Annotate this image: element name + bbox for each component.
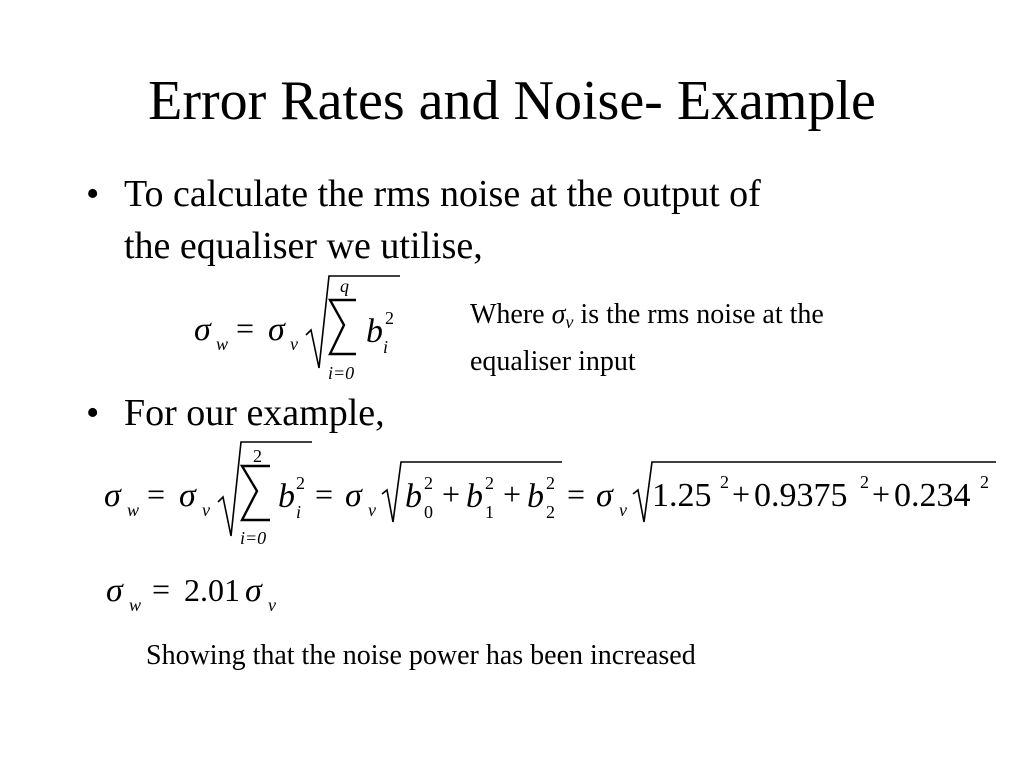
plus-sign: + <box>732 476 751 512</box>
superscript-2: 2 <box>485 473 494 493</box>
plus-sign: + <box>872 476 891 512</box>
subscript-v: v <box>202 500 210 520</box>
sigma-symbol: σ <box>551 299 566 330</box>
equals-sign: = <box>315 476 334 512</box>
constant-0.234: 0.234 <box>894 477 971 514</box>
conclusion-text: Showing that the noise power has been increased <box>146 640 696 671</box>
where-line2: equaliser input <box>470 346 636 377</box>
superscript-2: 2 <box>860 472 869 492</box>
summation-icon <box>242 466 270 520</box>
bullet-text: For our example, <box>124 392 385 434</box>
formula-worked-example <box>100 440 1000 552</box>
subscript-v: v <box>290 334 298 354</box>
sigma-symbol: σ <box>194 311 211 348</box>
where-note <box>470 295 940 382</box>
bullet-text-line1: To calculate the rms noise at the output of <box>124 173 761 215</box>
coefficient-b: b <box>527 478 544 515</box>
subscript-1: 1 <box>485 502 494 522</box>
superscript-2: 2 <box>980 472 989 492</box>
equals-sign: = <box>147 476 166 512</box>
equals-sign: = <box>152 571 171 607</box>
subscript-v: v <box>368 500 376 520</box>
sum-upper-limit: 2 <box>253 446 262 466</box>
subscript-i: i <box>383 337 389 357</box>
subscript-w: w <box>127 500 140 520</box>
summation-icon <box>330 300 356 354</box>
subscript-w: w <box>129 595 142 615</box>
subscript-v: v <box>565 312 574 332</box>
bullet-dot: • <box>86 173 100 215</box>
sigma-symbol: σ <box>596 477 613 514</box>
subscript-0: 0 <box>424 502 433 522</box>
where-text: is the rms noise at the <box>573 299 824 330</box>
bullet-example <box>86 387 686 439</box>
sigma-symbol: σ <box>106 572 123 609</box>
superscript-2: 2 <box>385 308 394 328</box>
coefficient-b: b <box>405 478 422 515</box>
formula-result <box>100 565 300 615</box>
equals-sign: = <box>567 476 586 512</box>
subscript-w: w <box>216 334 229 354</box>
sigma-symbol: σ <box>179 477 196 514</box>
bullet-dot: • <box>86 392 100 434</box>
bullet-text-line2: the equaliser we utilise, <box>124 225 483 267</box>
sum-lower-limit: i=0 <box>240 528 267 548</box>
plus-sign: + <box>442 476 461 512</box>
sum-upper-limit: q <box>340 276 349 296</box>
formula-rms-noise <box>190 272 410 387</box>
sigma-symbol: σ <box>104 477 121 514</box>
subscript-i: i <box>296 502 302 522</box>
coefficient-b: b <box>366 313 383 350</box>
superscript-2: 2 <box>720 472 729 492</box>
superscript-2: 2 <box>424 473 433 493</box>
where-prefix: Where <box>470 299 552 330</box>
sigma-symbol: σ <box>345 477 362 514</box>
sigma-symbol: σ <box>268 311 285 348</box>
constant-0.9375: 0.9375 <box>754 477 848 514</box>
superscript-2: 2 <box>546 473 555 493</box>
subscript-2: 2 <box>546 502 555 522</box>
bullet-calculate <box>86 168 966 272</box>
coefficient-b: b <box>466 478 483 515</box>
subscript-v: v <box>619 500 627 520</box>
coefficient-b: b <box>278 478 295 515</box>
equals-sign: = <box>236 310 255 346</box>
plus-sign: + <box>503 476 522 512</box>
sum-lower-limit: i=0 <box>328 363 355 383</box>
superscript-2: 2 <box>296 473 305 493</box>
slide-title: Error Rates and Noise- Example <box>148 70 876 132</box>
subscript-v: v <box>268 595 276 615</box>
sigma-symbol: σ <box>245 572 262 609</box>
result-value: 2.01 <box>184 572 240 608</box>
constant-1.25: 1.25 <box>652 477 712 514</box>
